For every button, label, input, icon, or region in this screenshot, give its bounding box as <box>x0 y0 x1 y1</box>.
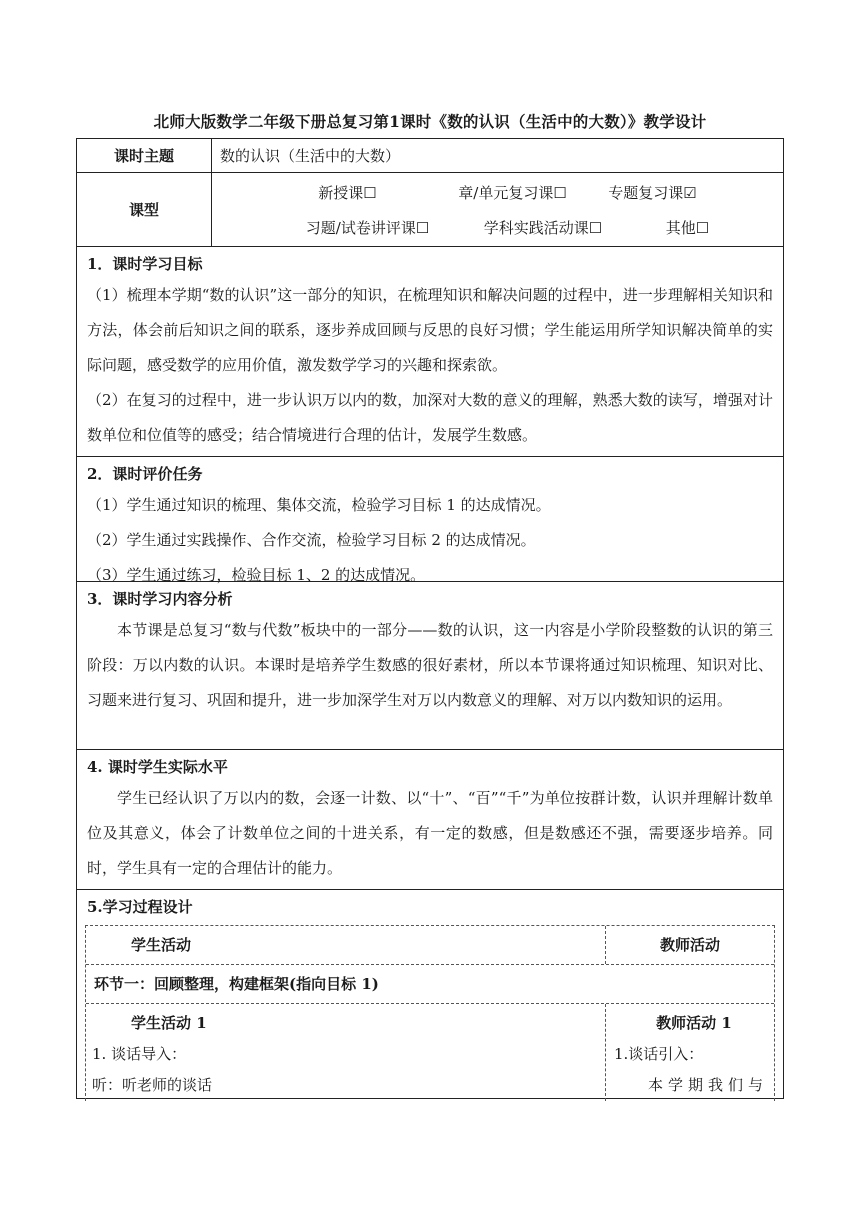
link-one-row: 环节一：回顾整理，构建框架(指向目标 1) <box>86 965 774 1004</box>
section-evaluation <box>77 457 783 582</box>
student-activity-cell <box>86 1004 606 1101</box>
evaluation-item: （2）学生通过实践操作、合作交流，检验学习目标 2 的达成情况。 <box>87 531 536 549</box>
activity-row <box>86 1004 774 1101</box>
option-practice-activity: 学科实践活动课☐ <box>483 218 603 237</box>
section-goals <box>77 247 783 457</box>
goals-paragraph-2: （2）在复习的过程中，进一步认识万以内的数，加深对大数的意义的理解，熟悉大数的读写，增强对计数单位和位值等的感受；结合情境进行合理的估计，发展学生数感。 <box>87 391 773 444</box>
student-activity-title: 学生活动 1 <box>131 1014 207 1032</box>
lesson-plan-table <box>76 138 784 1099</box>
option-new-lesson: 新授课☐ <box>318 183 377 202</box>
content-heading: 3．课时学习内容分析 <box>87 590 233 608</box>
option-other: 其他☐ <box>665 218 710 237</box>
evaluation-heading: 2．课时评价任务 <box>87 465 203 483</box>
teacher-activity-line: 1.谈话引入： <box>614 1045 704 1063</box>
student-activity-line: 听：听老师的谈话 <box>92 1076 213 1094</box>
teacher-activity-title: 教师活动 1 <box>656 1014 732 1032</box>
goals-paragraph-1: （1）梳理本学期“数的认识”这一部分的知识，在梳理知识和解决问题的过程中，进一步理解相关知识和方法，体会前后知识之间的联系，逐步养成回顾与反思的良好习惯；学生能运用所学知识解决简单的实际问题，感受数学的应用价值，激发数学学习的兴趣和探索欲。 <box>87 286 773 374</box>
lesson-type-options <box>212 173 783 246</box>
process-table <box>85 925 775 1101</box>
teacher-activity-line: 本学期我们与 <box>647 1076 768 1094</box>
level-heading: 4. 课时学生实际水平 <box>87 758 228 776</box>
section-process <box>77 890 783 1099</box>
student-activity-line: 1. 谈话导入： <box>92 1045 187 1063</box>
process-heading: 5.学习过程设计 <box>87 898 193 916</box>
evaluation-item: （1）学生通过知识的梳理、集体交流，检验学习目标 1 的达成情况。 <box>87 496 551 514</box>
lesson-type-label: 课型 <box>77 173 212 246</box>
section-content-analysis <box>77 582 783 750</box>
topic-value: 数的认识（生活中的大数） <box>220 147 401 165</box>
option-topic-review: 专题复习课☑ <box>608 183 697 202</box>
page-title: 北师大版数学二年级下册总复习第1课时《数的认识（生活中的大数）》教学设计 <box>153 112 707 131</box>
option-exercise-review: 习题/试卷讲评课☐ <box>305 218 430 237</box>
lesson-type-row <box>77 173 783 247</box>
goals-heading: 1．课时学习目标 <box>87 255 203 273</box>
option-unit-review: 章/单元复习课☐ <box>458 183 567 202</box>
topic-row <box>77 139 783 173</box>
process-header-row <box>86 926 774 965</box>
teacher-column-header: 教师活动 <box>659 936 720 954</box>
content-paragraph: 本节课是总复习“数与代数”板块中的一部分——数的认识，这一内容是小学阶段整数的认识的第三阶段：万以内数的认识。本课时是培养学生数感的很好素材，所以本节课将通过知识梳理、知识对比、习题来进行复习、巩固和提升，进一步加深学生对万以内数意义的理解、对万以内数知识的运用。 <box>87 621 773 709</box>
section-student-level <box>77 750 783 890</box>
evaluation-item: （3）学生通过练习，检验目标 1、2 的达成情况。 <box>87 566 426 584</box>
level-paragraph: 学生已经认识了万以内的数，会逐一计数、以“十”、“百”“千”为单位按群计数，认识并理解计数单位及其意义，体会了计数单位之间的十进关系，有一定的数感，但是数感还不强，需要逐步培养。同时，学生具有一定的合理估计的能力。 <box>87 789 773 877</box>
student-column-header: 学生活动 <box>86 926 606 964</box>
teacher-activity-cell <box>606 1004 774 1101</box>
topic-label: 课时主题 <box>77 139 212 172</box>
